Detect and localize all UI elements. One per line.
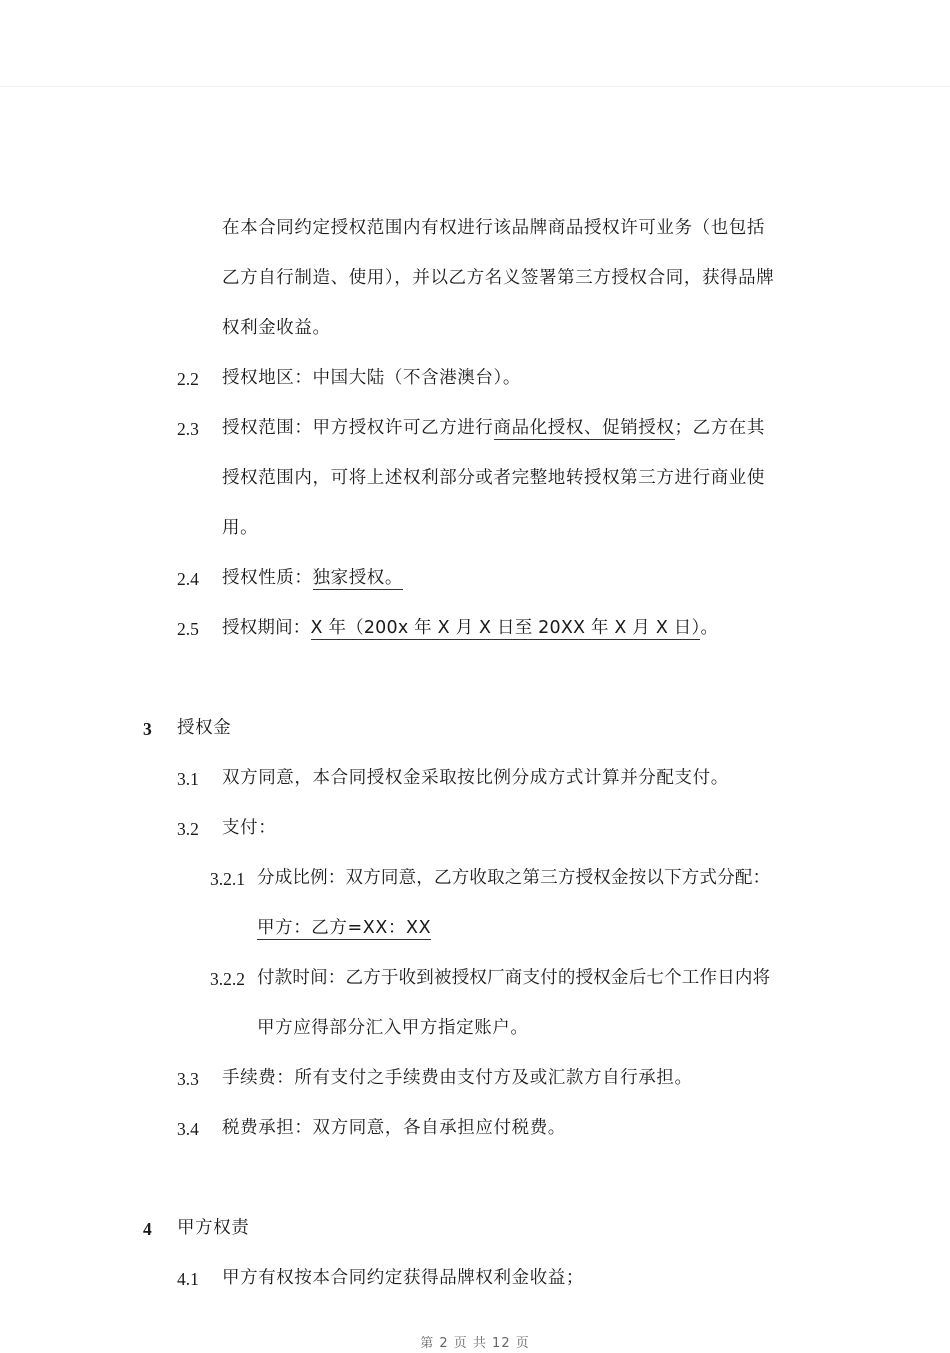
clause-number: 2.3 xyxy=(177,419,199,439)
paragraph-line: 用。 xyxy=(222,518,259,538)
underlined-term: 甲方：乙方=XX：XX xyxy=(257,918,432,938)
clause-text: 手续费：所有支付之手续费由支付方及或汇款方自行承担。 xyxy=(222,1068,693,1088)
clause-label: 授权性质： xyxy=(222,568,313,588)
clause-text: 甲方有权按本合同约定获得品牌权利金收益； xyxy=(222,1268,584,1288)
paragraph-line: 甲方应得部分汇入甲方指定账户。 xyxy=(257,1018,529,1038)
paragraph-line: 乙方自行制造、使用），并以乙方名义签署第三方授权合同，获得品牌 xyxy=(222,268,775,288)
section-number: 4 xyxy=(143,1219,152,1239)
clause-number: 2.5 xyxy=(177,619,199,639)
clause-text-segment: 。 xyxy=(700,618,719,638)
clause-number: 3.2 xyxy=(177,819,199,839)
ratio-line xyxy=(257,916,431,940)
clause-number: 3.3 xyxy=(177,1069,199,1089)
section-title: 甲方权责 xyxy=(177,1218,250,1238)
page-footer: 第 2 页 共 12 页 xyxy=(420,1336,530,1351)
page-top-divider xyxy=(0,86,950,87)
clause-text-segment: ；乙方在其 xyxy=(674,418,765,438)
clause-text: 税费承担：双方同意，各自承担应付税费。 xyxy=(222,1118,566,1138)
clause-text-segment: 授权范围：甲方授权许可乙方进行 xyxy=(222,418,494,438)
section-title: 授权金 xyxy=(177,718,232,738)
clause-number: 2.4 xyxy=(177,569,199,589)
underlined-term: X 年（200x 年 X 月 X 日至 20XX 年 X 月 X 日） xyxy=(310,618,701,638)
clause-number: 3.2.2 xyxy=(210,969,245,989)
clause-number: 3.1 xyxy=(177,769,199,789)
clause-text: 分成比例：双方同意，乙方收取之第三方授权金按以下方式分配： xyxy=(257,868,771,888)
paragraph-line: 在本合同约定授权范围内有权进行该品牌商品授权许可业务（也包括 xyxy=(222,218,765,238)
clause-text: 授权地区：中国大陆（不含港澳台）。 xyxy=(222,368,521,388)
clause-number: 2.2 xyxy=(177,369,199,389)
paragraph-line: 权利金收益。 xyxy=(222,318,331,338)
clause-text xyxy=(222,566,403,590)
clause-text xyxy=(222,416,765,440)
underlined-term: 独家授权。 xyxy=(312,568,403,588)
clause-number: 3.4 xyxy=(177,1119,199,1139)
clause-number: 4.1 xyxy=(177,1269,199,1289)
clause-text: 付款时间：乙方于收到被授权厂商支付的授权金后七个工作日内将 xyxy=(257,968,771,988)
clause-number: 3.2.1 xyxy=(210,869,245,889)
clause-label: 授权期间： xyxy=(222,618,311,638)
underlined-term: 商品化授权、促销授权 xyxy=(493,418,675,438)
section-number: 3 xyxy=(143,719,152,739)
clause-text: 双方同意，本合同授权金采取按比例分成方式计算并分配支付。 xyxy=(222,768,729,788)
clause-text xyxy=(222,616,718,640)
paragraph-line: 授权范围内，可将上述权利部分或者完整地转授权第三方进行商业使 xyxy=(222,468,765,488)
clause-text: 支付： xyxy=(222,818,277,838)
